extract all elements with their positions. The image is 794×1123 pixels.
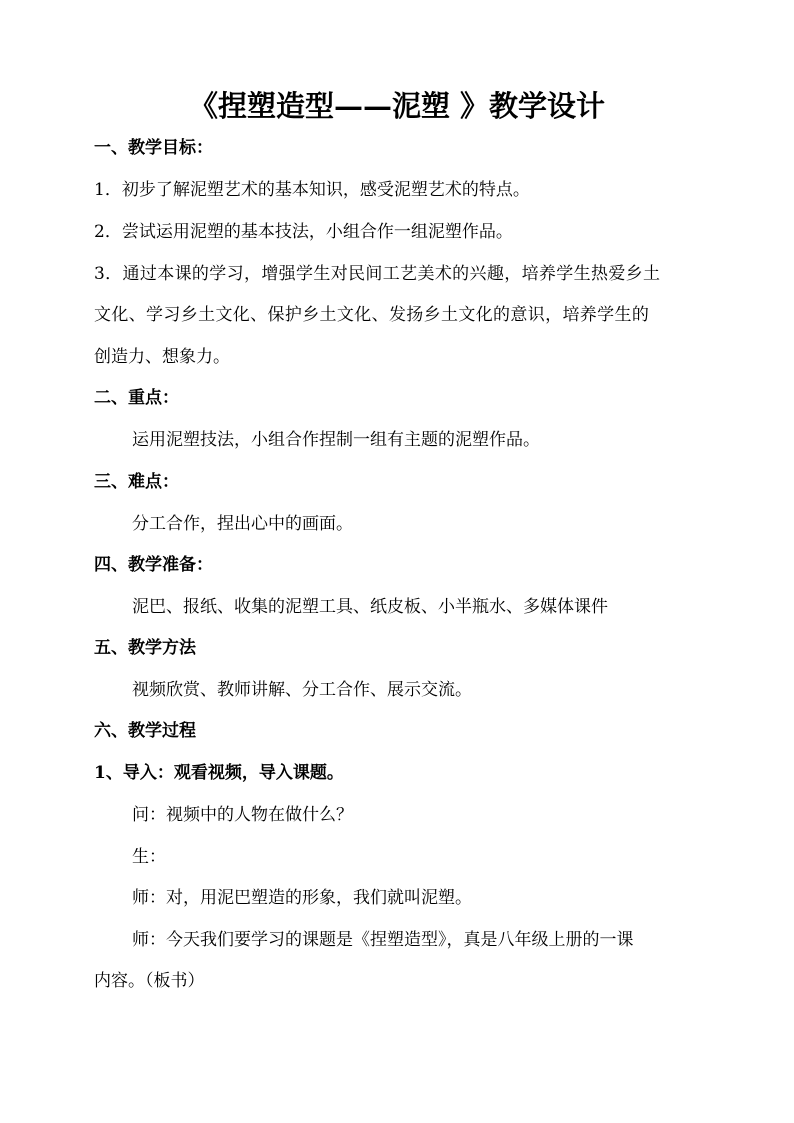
objective-2: 2．尝试运用泥塑的基本技法，小组合作一组泥塑作品。: [94, 222, 513, 242]
dialogue-teacher-2-line-2: 内容。（板书）: [94, 971, 205, 991]
preparation-text: 泥巴、报纸、收集的泥塑工具、纸皮板、小半瓶水、多媒体课件: [132, 597, 608, 617]
dialogue-teacher-2-line-1: 师：今天我们要学习的课题是《捏塑造型》，真是八年级上册的一课: [132, 930, 634, 950]
objective-3-line-3: 创造力、想象力。: [94, 347, 230, 367]
dialogue-student: 生：: [132, 847, 166, 867]
objective-3-line-1: 3．通过本课的学习，增强学生对民间工艺美术的兴趣，培养学生热爱乡土: [94, 264, 661, 284]
objective-3-line-2: 文化、学习乡土文化、保护乡土文化、发扬乡土文化的意识，培养学生的: [94, 305, 650, 325]
objective-1: 1．初步了解泥塑艺术的基本知识，感受泥塑艺术的特点。: [94, 180, 530, 200]
dialogue-teacher-1: 师：对，用泥巴塑造的形象，我们就叫泥塑。: [132, 888, 472, 908]
dialogue-question: 问：视频中的人物在做什么？: [132, 805, 353, 825]
methods-text: 视频欣赏、教师讲解、分工合作、展示交流。: [132, 680, 472, 700]
key-points-heading: 二、重点：: [94, 388, 179, 408]
difficulty-text: 分工合作，捏出心中的画面。: [132, 514, 353, 534]
preparation-heading: 四、教学准备：: [94, 555, 213, 575]
step-1-heading: 1、导入：观看视频，导入课题。: [94, 763, 344, 783]
process-heading: 六、教学过程: [94, 721, 196, 741]
document-title: 《捏塑造型——泥塑 》教学设计: [188, 89, 606, 123]
key-points-text: 运用泥塑技法，小组合作捏制一组有主题的泥塑作品。: [132, 430, 540, 450]
objectives-heading: 一、教学目标：: [94, 138, 213, 158]
methods-heading: 五、教学方法: [94, 638, 196, 658]
difficulty-heading: 三、难点：: [94, 472, 179, 492]
